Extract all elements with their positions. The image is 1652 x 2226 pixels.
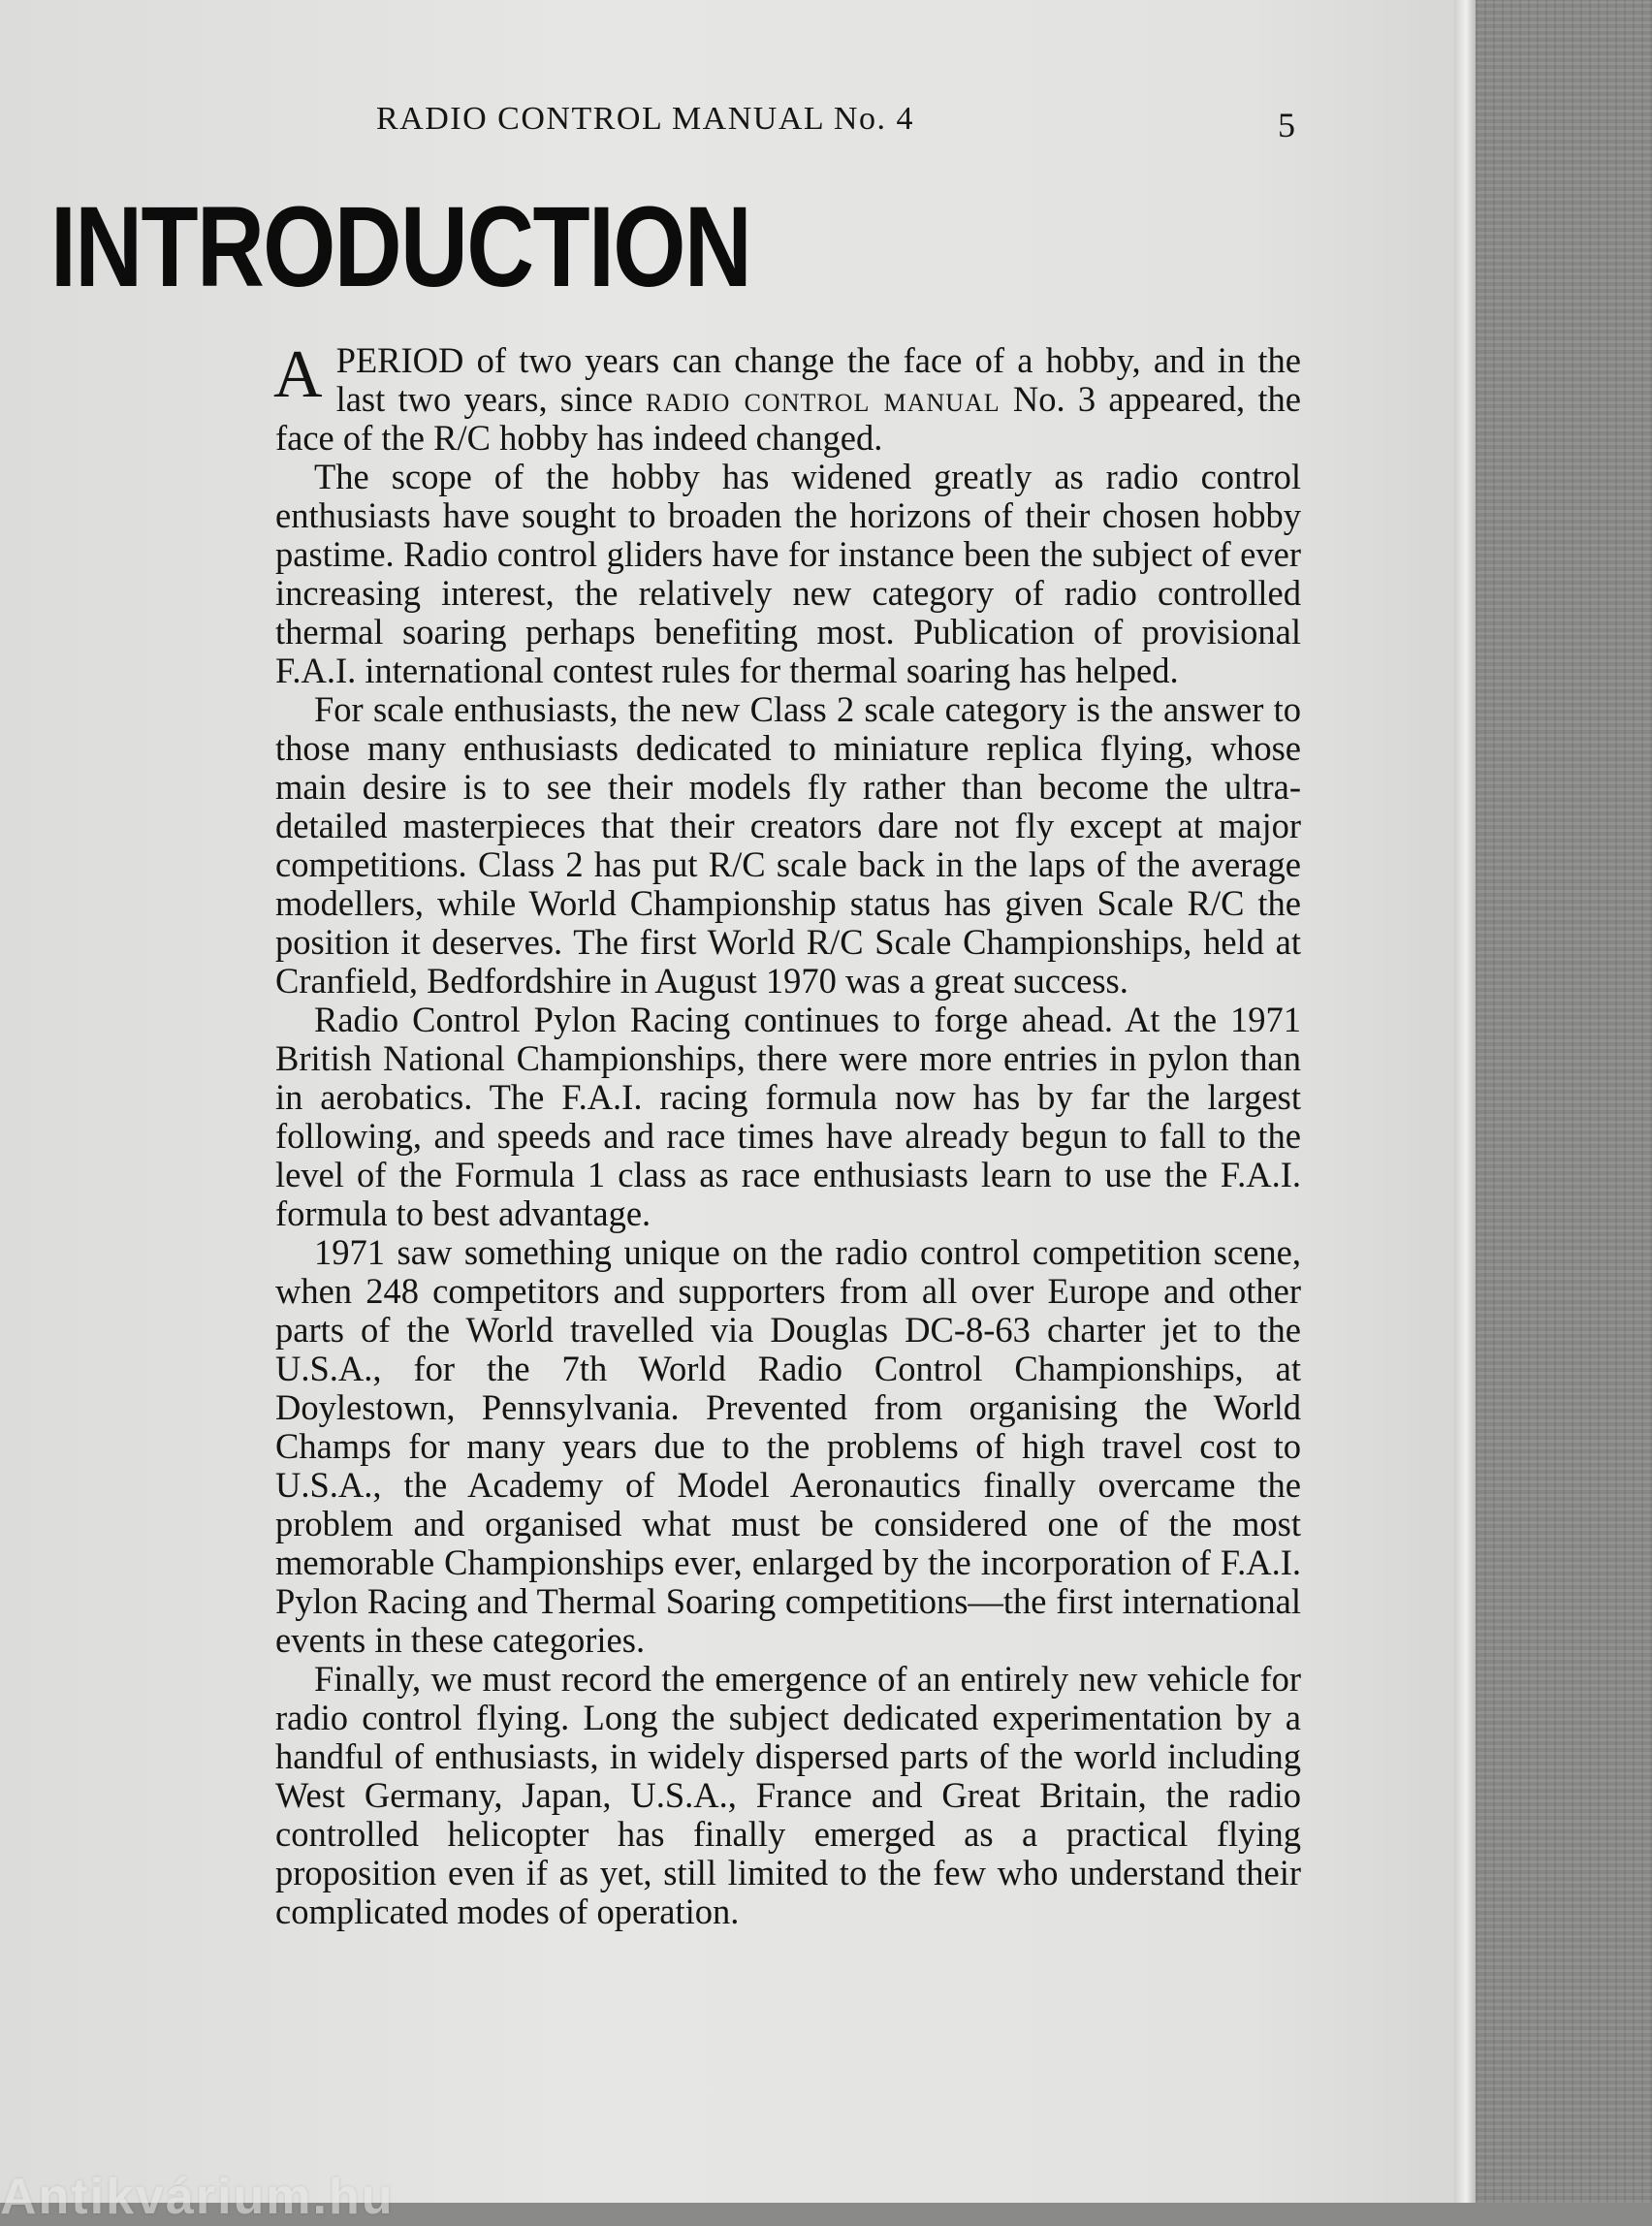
page-edge [1454,0,1476,2203]
paragraph-3: For scale enthusiasts, the new Class 2 scale category is the answer to those many enthusiasts dedicated to miniature replica flying, whose main desire is to see their models fly rather than become the ultra-detailed masterpieces that their creators dare not fly except at major competitions. Class 2 has put R/C scale back in the laps of the average modellers, while World Championship status has given Scale R/C the position it deserves. The first World R/C Scale Championships, held at Cranfield, Bedfordshire in August 1970 was a great success. [275,689,1301,1001]
paragraph-2: The scope of the hobby has widened greatly as radio control enthusiasts have sought to broaden the horizons of their chosen hobby pastime. Radio control gliders have for instance been the subject of ever increasing interest, the relatively new category of radio controlled thermal soaring perhaps benefiting most. Publication of provisional F.A.I. international contest rules for thermal soaring has helped. [275,457,1301,690]
paragraph-1-smallcaps: radio control manual [646,379,1001,419]
paragraph-6: Finally, we must record the emergence of an entirely new vehicle for radio control flying. Long the subject dedicated experimentation by a handful of enthusiasts, in widely dispersed parts of the world including West Germany, Japan, U.S.A., France and Great Britain, the radio controlled helicopter has finally emerged as a practical flying proposition even if as yet, still limited to the few who understand their complicated modes of operation. [275,1659,1301,1931]
body-text [273,337,1301,1931]
running-head: RADIO CONTROL MANUAL No. 4 [376,101,914,137]
paragraph-4: Radio Control Pylon Racing continues to forge ahead. At the 1971 British National Championships, there were more entries in pylon than in aerobatics. The F.A.I. racing formula now has by far the largest following, and speeds and race times have already begun to fall to the level of the Formula 1 class as race enthusiasts learn to use the F.A.I. formula to best advantage. [275,1000,1301,1233]
paragraph-1-text-a: PERIOD of two years can change the face of a hobby, and in the last two years, since [335,340,1301,419]
paragraph-5: 1971 saw something unique on the radio control competition scene, when 248 competitors and supporters from all over Europe and other parts of the World travelled via Douglas DC-8-63 charter jet to the U.S.A., for the 7th World Radio Control Championships, at Doylestown, Pennsylvania. Prevented from organising the World Champs for many years due to the problems of high travel cost to U.S.A., the Academy of Model Aeronautics finally overcame the problem and organised what must be considered one of the most memorable Championships ever, enlarged by the incorporation of F.A.I. Pylon Racing and Thermal Soaring competitions—the first international events in these categories. [275,1232,1301,1660]
chapter-title: INTRODUCTION [50,183,751,311]
paragraph-1-text-b: No. 3 appeared, the face of the R/C hobby has indeed changed. [275,379,1301,458]
paragraph-1 [273,337,1301,458]
book-spine-background [1476,0,1652,2203]
watermark: Antikvárium.hu [0,2169,395,2225]
drop-cap: A [273,337,323,412]
page-number: 5 [1278,106,1295,144]
